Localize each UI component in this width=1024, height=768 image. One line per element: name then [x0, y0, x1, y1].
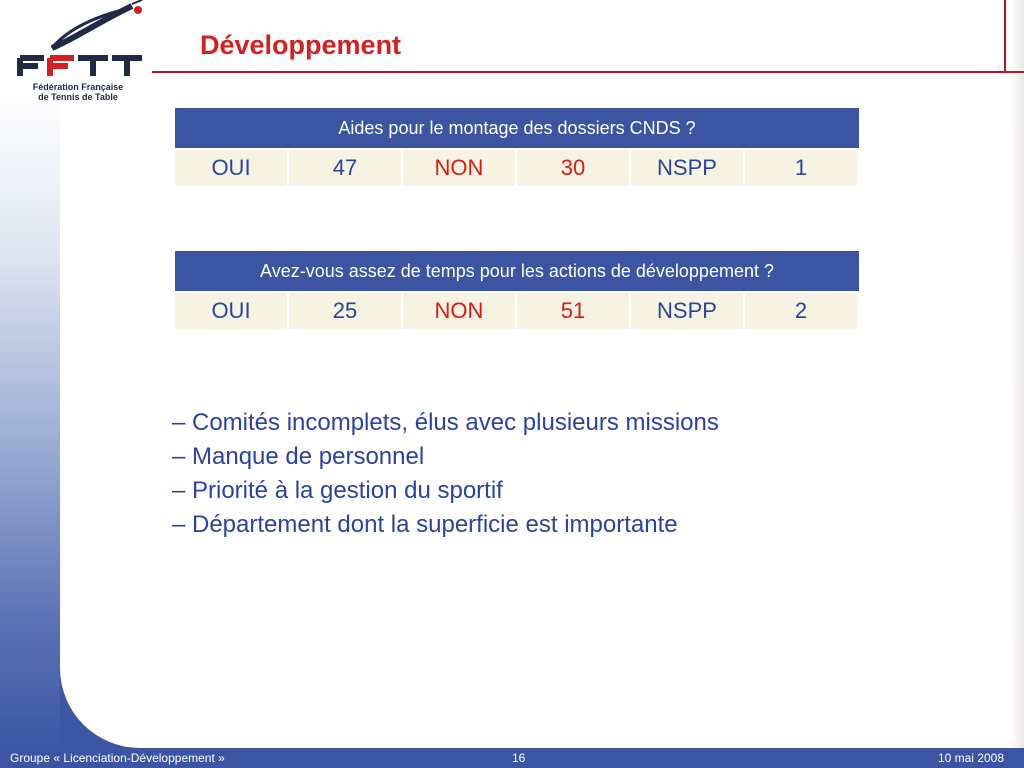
logo-subtitle-line2: de Tennis de Table — [38, 92, 118, 102]
answer-label-non: NON — [403, 150, 515, 186]
bottom-left-corner-curve — [60, 668, 140, 748]
table-row — [175, 150, 859, 186]
answer-label-oui: OUI — [175, 293, 287, 329]
table-question: Avez-vous assez de temps pour les actions de développement ? — [175, 251, 859, 291]
slide-title: Développement — [200, 30, 402, 60]
answer-label-oui: OUI — [175, 150, 287, 186]
bullet-text: Département dont la superficie est importante — [192, 511, 678, 538]
list-item — [172, 440, 719, 474]
answer-count-oui: 25 — [289, 293, 401, 329]
dash-marker: – — [172, 409, 186, 436]
fftt-logo — [12, 0, 152, 108]
answer-count-nspp: 2 — [745, 293, 857, 329]
slide-footer — [0, 748, 1024, 768]
title-underline — [152, 71, 1024, 73]
bullet-text: Manque de personnel — [192, 443, 425, 470]
right-vertical-line — [1004, 0, 1006, 72]
dash-marker: – — [172, 443, 186, 470]
survey-table-temps — [175, 251, 859, 329]
survey-table-cnds — [175, 108, 859, 186]
answer-count-non: 51 — [517, 293, 629, 329]
right-gradient-band — [1010, 0, 1024, 748]
dash-marker: – — [172, 511, 186, 538]
answer-label-nspp: NSPP — [631, 150, 743, 186]
answer-count-non: 30 — [517, 150, 629, 186]
table-question: Aides pour le montage des dossiers CNDS ? — [175, 108, 859, 148]
footer-group-name: Groupe « Licenciation-Développement » — [10, 751, 225, 765]
fftt-logo-graphic — [12, 0, 152, 80]
table-row — [175, 293, 859, 329]
footer-page-number: 16 — [512, 751, 526, 765]
bullet-text: Priorité à la gestion du sportif — [192, 477, 503, 504]
answer-label-nspp: NSPP — [631, 293, 743, 329]
answer-count-nspp: 1 — [745, 150, 857, 186]
dash-marker: – — [172, 477, 186, 504]
footer-date: 10 mai 2008 — [937, 751, 1004, 765]
bullet-text: Comités incomplets, élus avec plusieurs missions — [192, 409, 719, 436]
answer-count-oui: 47 — [289, 150, 401, 186]
answer-label-non: NON — [403, 293, 515, 329]
left-gradient-band — [0, 95, 60, 748]
logo-subtitle-line1: Fédération Française — [32, 82, 124, 92]
logo-subtitle — [18, 82, 138, 102]
list-item — [172, 508, 719, 542]
list-item — [172, 474, 719, 508]
bullet-list — [172, 406, 719, 542]
list-item — [172, 406, 719, 440]
